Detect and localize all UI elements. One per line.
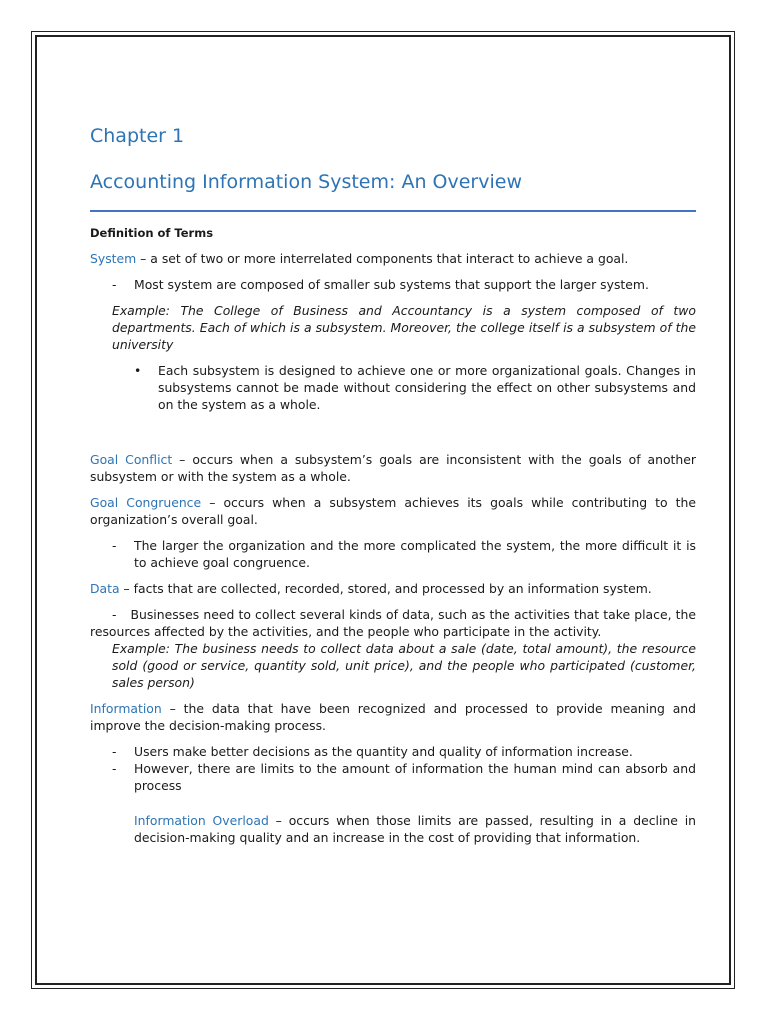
title-underline bbox=[90, 210, 696, 212]
data-definition bbox=[90, 580, 696, 597]
data-definition-text: – facts that are collected, recorded, stored, and processed by an information system. bbox=[119, 581, 652, 596]
information-dash-item-1 bbox=[90, 743, 696, 760]
goal-conflict-definition bbox=[90, 451, 696, 485]
chapter-number: Chapter 1 bbox=[90, 125, 185, 147]
bullet-item-text: Each subsystem is designed to achieve one or more organizational goals. Changes in subsystems cannot be made without considering the effect on other subsystems and on the system as a whole. bbox=[158, 363, 696, 412]
chapter-title: Accounting Information System: An Overview bbox=[90, 171, 522, 193]
dash-marker: - bbox=[112, 607, 117, 622]
data-dash-text: Businesses need to collect several kinds of data, such as the activities that take place, the resources affected by the activities, and the people who participate in the activity. bbox=[90, 607, 696, 639]
goal-conflict-text: – occurs when a subsystem’s goals are inconsistent with the goals of another subsystem or with the system as a whole. bbox=[90, 452, 696, 484]
term-information-overload: Information Overload bbox=[134, 813, 269, 828]
dash-marker: - bbox=[112, 538, 117, 553]
document-body bbox=[90, 225, 696, 846]
information-overload-text: – occurs when those limits are passed, resulting in a decline in decision-making quality and an increase in the cost of providing that information. bbox=[134, 813, 696, 845]
document-page bbox=[31, 31, 735, 989]
system-definition bbox=[90, 250, 696, 267]
information-dash-item-2 bbox=[90, 760, 696, 794]
term-system: System bbox=[90, 251, 137, 266]
term-data: Data bbox=[90, 581, 120, 596]
dash-marker: - bbox=[112, 277, 117, 292]
goal-congruence-text: – occurs when a subsystem achieves its goals while contributing to the organization’s overall goal. bbox=[90, 495, 696, 527]
goal-congruence-definition bbox=[90, 494, 696, 528]
system-dash-item bbox=[90, 276, 696, 293]
term-goal-congruence: Goal Congruence bbox=[90, 495, 202, 510]
dash-item-text: Users make better decisions as the quantity and quality of information increase. bbox=[134, 744, 633, 759]
information-definition bbox=[90, 700, 696, 734]
system-bullet-item bbox=[90, 362, 696, 413]
data-example: Example: The business needs to collect data about a sale (date, total amount), the resource sold (good or service, quantity sold, unit price), and the people who participated (customer, sales person) bbox=[112, 641, 696, 690]
bullet-marker: • bbox=[134, 363, 142, 378]
system-definition-text: – a set of two or more interrelated components that interact to achieve a goal. bbox=[136, 251, 629, 266]
dash-item-text: Most system are composed of smaller sub systems that support the larger system. bbox=[134, 277, 649, 292]
information-definition-text: – the data that have been recognized and processed to provide meaning and improve the decision-making process. bbox=[90, 701, 696, 733]
data-dash-paragraph bbox=[90, 606, 696, 640]
term-information: Information bbox=[90, 701, 162, 716]
dash-marker: - bbox=[112, 744, 117, 759]
term-goal-conflict: Goal Conflict bbox=[90, 452, 173, 467]
system-example: Example: The College of Business and Accountancy is a system composed of two departments. Each of which is a subsystem. Moreover, the college itself is a subsystem of the university bbox=[112, 303, 696, 352]
dash-item-text: However, there are limits to the amount of information the human mind can absorb and process bbox=[134, 761, 696, 793]
goal-congruence-dash-item bbox=[90, 537, 696, 571]
information-overload-definition bbox=[90, 812, 696, 846]
dash-item-text: The larger the organization and the more complicated the system, the more difficult it is to achieve goal congruence. bbox=[134, 538, 696, 570]
dash-marker: - bbox=[112, 761, 117, 776]
section-heading: Definition of Terms bbox=[90, 226, 214, 240]
